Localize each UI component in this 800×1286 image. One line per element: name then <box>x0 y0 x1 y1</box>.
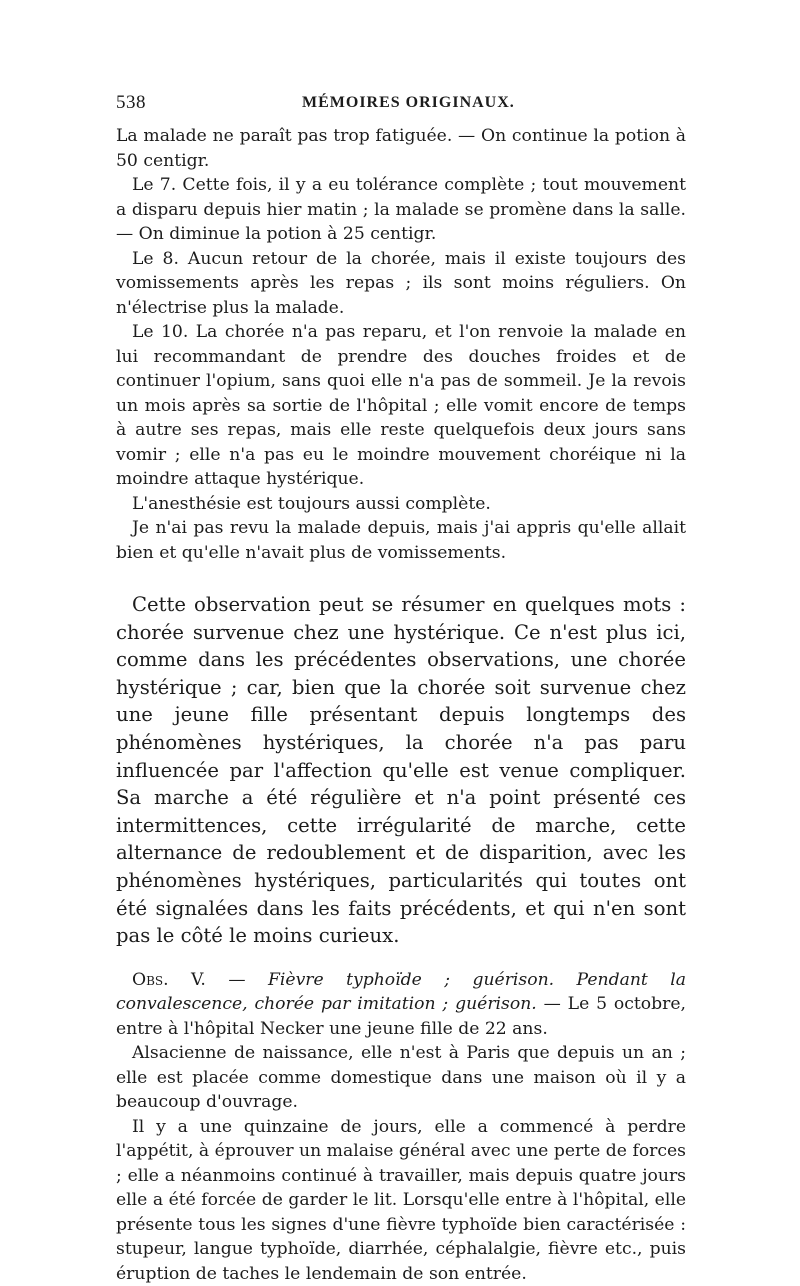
observation-dash: — <box>205 969 268 990</box>
case-note-paragraph: L'anesthésie est toujours aussi complète. <box>132 493 491 514</box>
document-page <box>116 92 686 1286</box>
case-note-paragraph: Le 8. Aucun retour de la chorée, mais il existe toujours des vomissements après les repas ; ils sont moins réguliers. On n'électrise plus la malade. <box>116 248 686 318</box>
case-note-paragraph: Le 7. Cette fois, il y a eu tolérance complète ; tout mouvement a disparu depuis hier matin ; la malade se promène dans la salle. — On diminue la potion à 25 centigr. <box>116 175 686 244</box>
observation-paragraph: Il y a une quinzaine de jours, elle a commencé à perdre l'appétit, à éprouver un malaise général avec une perte de forces ; elle a néanmoins continué à travailler, mais depuis quatre jours elle a été forcée de garder le lit. Lorsqu'elle entre à l'hôpital, elle présente tous les signes d'une fièvre typhoïde bien caractérisée : stupeur, langue typhoïde, diarrhée, céphalalgie, fièvre etc., puis éruption de taches le lendemain de son entrée. <box>116 1116 686 1284</box>
observation-label: Obs. V. <box>132 969 206 990</box>
case-note-paragraph: La malade ne paraît pas trop fatiguée. — On continue la potion à 50 centigr. <box>116 126 686 171</box>
summary-section <box>116 591 686 950</box>
case-note-paragraph: Je n'ai pas revu la malade depuis, mais j'ai appris qu'elle allait bien et qu'elle n'avait plus de vomissements. <box>116 518 686 563</box>
page-number: 538 <box>116 92 146 113</box>
observation-heading-paragraph <box>116 968 686 1042</box>
observation-section <box>116 968 686 1286</box>
case-note-paragraph: Le 10. La chorée n'a pas reparu, et l'on renvoie la malade en lui recommandant de prendre des douches froides et de continuer l'opium, sans quoi elle n'a pas de sommeil. Je la revois un mois après sa sortie de l'hôpital ; elle vomit encore de temps à autre ses repas, mais elle reste quelquefois deux jours sans vomir ; elle n'a pas eu le moindre mouvement choréique ni la moindre attaque hystérique. <box>116 322 686 489</box>
observation-paragraph: Alsacienne de naissance, elle n'est à Paris que depuis un an ; elle est placée comme domestique dans une maison où il y a beaucoup d'ouvrage. <box>116 1043 686 1113</box>
running-header <box>116 92 686 122</box>
running-title: MÉMOIRES ORIGINAUX. <box>302 94 515 111</box>
summary-paragraph: Cette observation peut se résumer en quelques mots : chorée survenue chez une hystérique. Ce n'est plus ici, comme dans les précédentes observations, une chorée hystérique ; car, bien que la chorée soit survenue chez une jeune fille présentant depuis longtemps des phénomènes hystériques, la chorée n'a pas paru influencée par l'affection qu'elle est venue compliquer. Sa marche a été régulière et n'a point présenté ces intermittences, cette irrégularité de marche, cette alternance de redoublement et de disparition, avec les phénomènes hystériques, particularités qui toutes ont été signalées dans les faits précédents, et qui n'en sont pas le côté le moins curieux. <box>116 593 686 948</box>
observation-intro: — Le 5 octobre, entre à l'hôpital Necker une jeune fille de 22 ans. <box>116 994 686 1039</box>
observation-title: Fièvre typhoïde ; guérison. Pendant la convalescence, chorée par imitation ; guérison. <box>116 969 686 1015</box>
case-notes <box>116 124 686 565</box>
